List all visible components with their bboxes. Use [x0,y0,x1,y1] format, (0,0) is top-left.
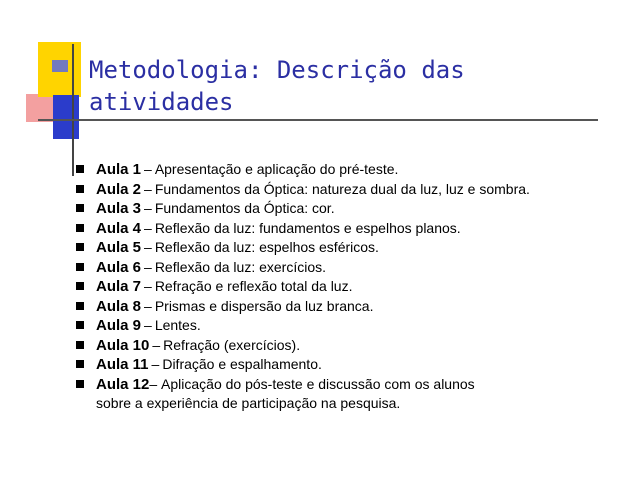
lesson-label: Aula 6 [96,258,142,276]
title-divider-line [38,119,598,121]
lesson-description: Refração e reflexão total da luz. [154,278,353,294]
square-bullet-icon [76,360,84,368]
lesson-description: Refração (exercícios). [163,336,301,353]
square-bullet-icon [76,282,84,290]
lesson-description: Reflexão da luz: espelhos esféricos. [154,239,379,255]
lesson-description: Difração e espalhamento. [162,356,322,372]
lesson-separator: – [152,336,161,353]
list-item [72,180,632,200]
slide-title-line-1: Metodologia: Descrição das [89,56,465,84]
square-bullet-icon [76,321,84,329]
lesson-separator: – [144,258,152,275]
lesson-description: Fundamentos da Óptica: natureza dual da luz, luz e sombra. [154,180,530,197]
lesson-separator: – [144,180,152,197]
square-bullet-icon [76,185,84,193]
square-bullet-icon [76,380,84,388]
square-bullet-icon [76,204,84,212]
list-item [72,375,632,414]
lesson-separator: – [144,239,152,255]
list-item [72,258,632,278]
lesson-label: Aula 9 [96,317,142,334]
lesson-label: Aula 1 [96,161,142,178]
square-bullet-icon [76,165,84,173]
lesson-description-continuation: sobre a experiência de participação na pesquisa. [96,395,401,411]
lesson-description: Reflexão da luz: fundamentos e espelhos planos. [154,219,461,236]
list-item [72,199,632,219]
list-item [72,160,632,180]
lesson-description: Apresentação e aplicação do pré-teste. [154,161,399,177]
lesson-label: Aula 2 [96,180,142,198]
slide-title-line-2: atividades [89,88,234,116]
lesson-description: Prismas e dispersão da luz branca. [154,297,374,314]
lesson-label: Aula 4 [96,219,142,237]
list-item [72,336,632,356]
lesson-description: Aplicação do pós-teste e discussão com os alunos [161,375,475,392]
square-bullet-icon [76,243,84,251]
lesson-separator: – [151,356,160,372]
lesson-list [72,160,632,414]
list-item [72,219,632,239]
list-item [72,277,632,297]
decorative-vertical-line [72,44,74,176]
list-item [72,316,632,336]
decorative-red-block [26,94,53,122]
lesson-description: Reflexão da luz: exercícios. [154,258,327,275]
square-bullet-icon [76,302,84,310]
lesson-label: Aula 5 [96,239,142,256]
lesson-description: Lentes. [154,317,201,333]
lesson-description: Fundamentos da Óptica: cor. [154,200,335,216]
decorative-blue-block [53,95,79,139]
slide-title [89,54,609,118]
lesson-label: Aula 12 [96,375,150,393]
list-item [72,238,632,258]
square-bullet-icon [76,224,84,232]
lesson-separator: – [149,375,158,392]
decorative-blue-small-block [52,60,68,72]
list-item [72,355,632,375]
lesson-label: Aula 11 [96,356,149,373]
lesson-label: Aula 10 [96,336,150,354]
lesson-separator: – [144,161,152,177]
lesson-separator: – [144,200,152,216]
lesson-label: Aula 7 [96,278,142,295]
lesson-label: Aula 3 [96,200,142,217]
square-bullet-icon [76,263,84,271]
lesson-separator: – [144,278,152,294]
square-bullet-icon [76,341,84,349]
lesson-label: Aula 8 [96,297,142,315]
list-item [72,297,632,317]
lesson-separator: – [144,219,152,236]
lesson-separator: – [144,297,152,314]
lesson-separator: – [144,317,152,333]
